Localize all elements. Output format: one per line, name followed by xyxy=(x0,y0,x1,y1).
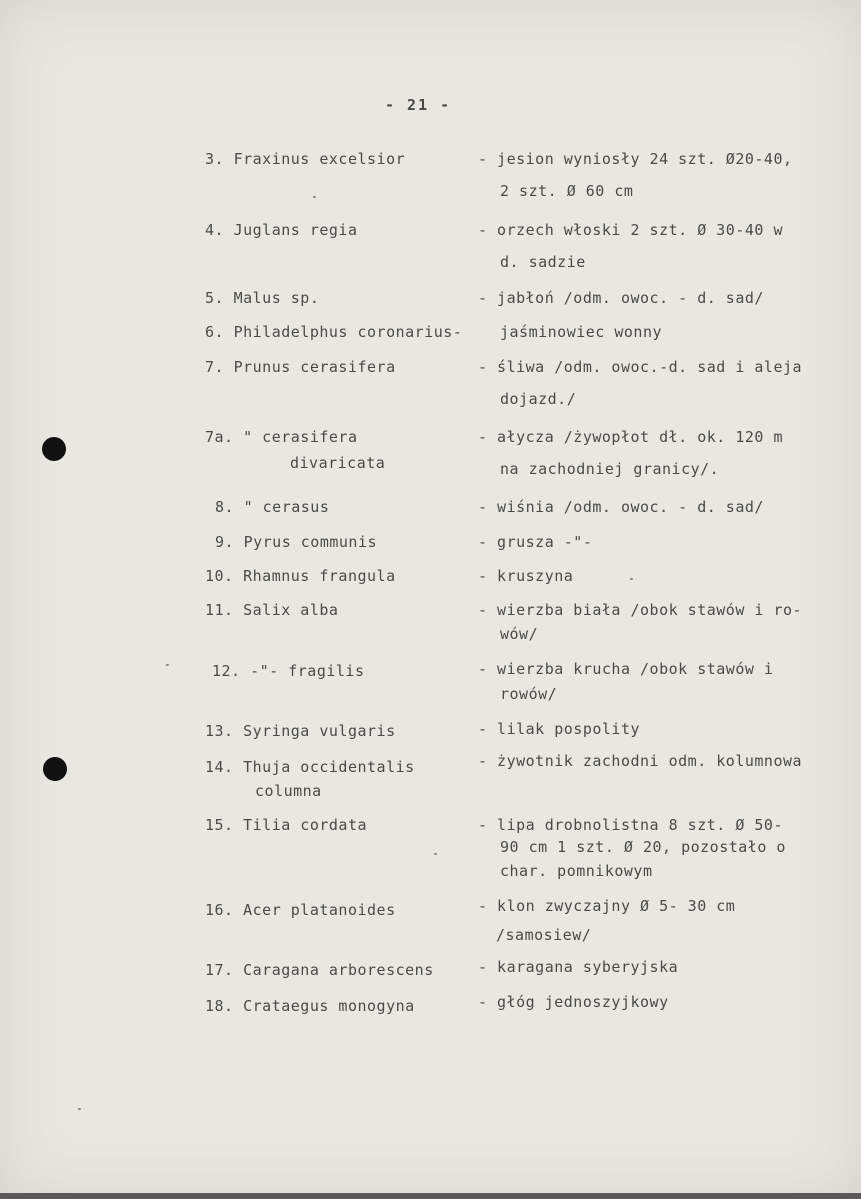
species-description: - wiśnia /odm. owoc. - d. sad/ xyxy=(478,498,764,516)
species-description: jaśminowiec wonny xyxy=(500,323,663,341)
species-description: - lilak pospolity xyxy=(478,720,641,738)
species-description: - kruszyna xyxy=(478,567,574,585)
species-latin-name: 6. Philadelphus coronarius- xyxy=(205,323,463,341)
punch-hole-top xyxy=(42,437,66,461)
species-description: - śliwa /odm. owoc.-d. sad i aleja xyxy=(478,358,803,376)
species-description: - wierzba biała /obok stawów i ro- xyxy=(478,601,803,619)
species-description-continued: 2 szt. Ø 60 cm xyxy=(500,182,634,200)
species-description-continued: 90 cm 1 szt. Ø 20, pozostało o xyxy=(500,838,786,856)
species-description-continued: d. sadzie xyxy=(500,253,586,271)
species-description: - jabłoń /odm. owoc. - d. sad/ xyxy=(478,289,764,307)
species-latin-name: 17. Caragana arborescens xyxy=(205,961,434,979)
species-description-continued: rowów/ xyxy=(500,685,558,703)
species-description-continued: wów/ xyxy=(500,625,539,643)
species-latin-name: 7a. " cerasifera xyxy=(205,428,358,446)
species-description-continued: dojazd./ xyxy=(500,390,577,408)
species-latin-name: 4. Juglans regia xyxy=(205,221,358,239)
species-description: - orzech włoski 2 szt. Ø 30-40 w xyxy=(478,221,783,239)
species-description: - głóg jednoszyjkowy xyxy=(478,993,669,1011)
species-latin-name: 9. Pyrus communis xyxy=(215,533,378,551)
species-description: - karagana syberyjska xyxy=(478,958,679,976)
species-description-continued: na zachodniej granicy/. xyxy=(500,460,720,478)
punch-hole-bottom xyxy=(43,757,67,781)
speck xyxy=(313,196,316,198)
species-latin-name: 10. Rhamnus frangula xyxy=(205,567,396,585)
species-latin-name: 5. Malus sp. xyxy=(205,289,320,307)
species-latin-name: 8. " cerasus xyxy=(215,498,330,516)
species-latin-name: 14. Thuja occidentalis xyxy=(205,758,415,776)
species-description-continued: /samosiew/ xyxy=(496,926,592,944)
speck xyxy=(166,664,169,666)
scan-edge xyxy=(0,1193,861,1199)
speck xyxy=(630,578,633,580)
species-latin-name: 18. Crataegus monogyna xyxy=(205,997,415,1015)
species-latin-name: 11. Salix alba xyxy=(205,601,339,619)
species-latin-name: 13. Syringa vulgaris xyxy=(205,722,396,740)
species-latin-name: 16. Acer platanoides xyxy=(205,901,396,919)
species-latin-name-continued: divaricata xyxy=(290,454,386,472)
species-description: - lipa drobnolistna 8 szt. Ø 50- xyxy=(478,816,783,834)
species-latin-name-continued: columna xyxy=(255,782,322,800)
speck xyxy=(434,853,437,855)
species-latin-name: 3. Fraxinus excelsior xyxy=(205,150,406,168)
species-description: - grusza -"- xyxy=(478,533,593,551)
species-description: - jesion wyniosły 24 szt. Ø20-40, xyxy=(478,150,793,168)
species-description: - żywotnik zachodni odm. kolumnowa xyxy=(478,752,803,770)
page-number: - 21 - xyxy=(385,96,452,114)
speck xyxy=(78,1108,81,1110)
species-description: - wierzba krucha /obok stawów i xyxy=(478,660,774,678)
species-latin-name: 12. -"- fragilis xyxy=(212,662,365,680)
species-description-continued: char. pomnikowym xyxy=(500,862,653,880)
species-description: - klon zwyczajny Ø 5- 30 cm xyxy=(478,897,736,915)
species-description: - ałycza /żywopłot dł. ok. 120 m xyxy=(478,428,783,446)
species-latin-name: 15. Tilia cordata xyxy=(205,816,368,834)
species-latin-name: 7. Prunus cerasifera xyxy=(205,358,396,376)
